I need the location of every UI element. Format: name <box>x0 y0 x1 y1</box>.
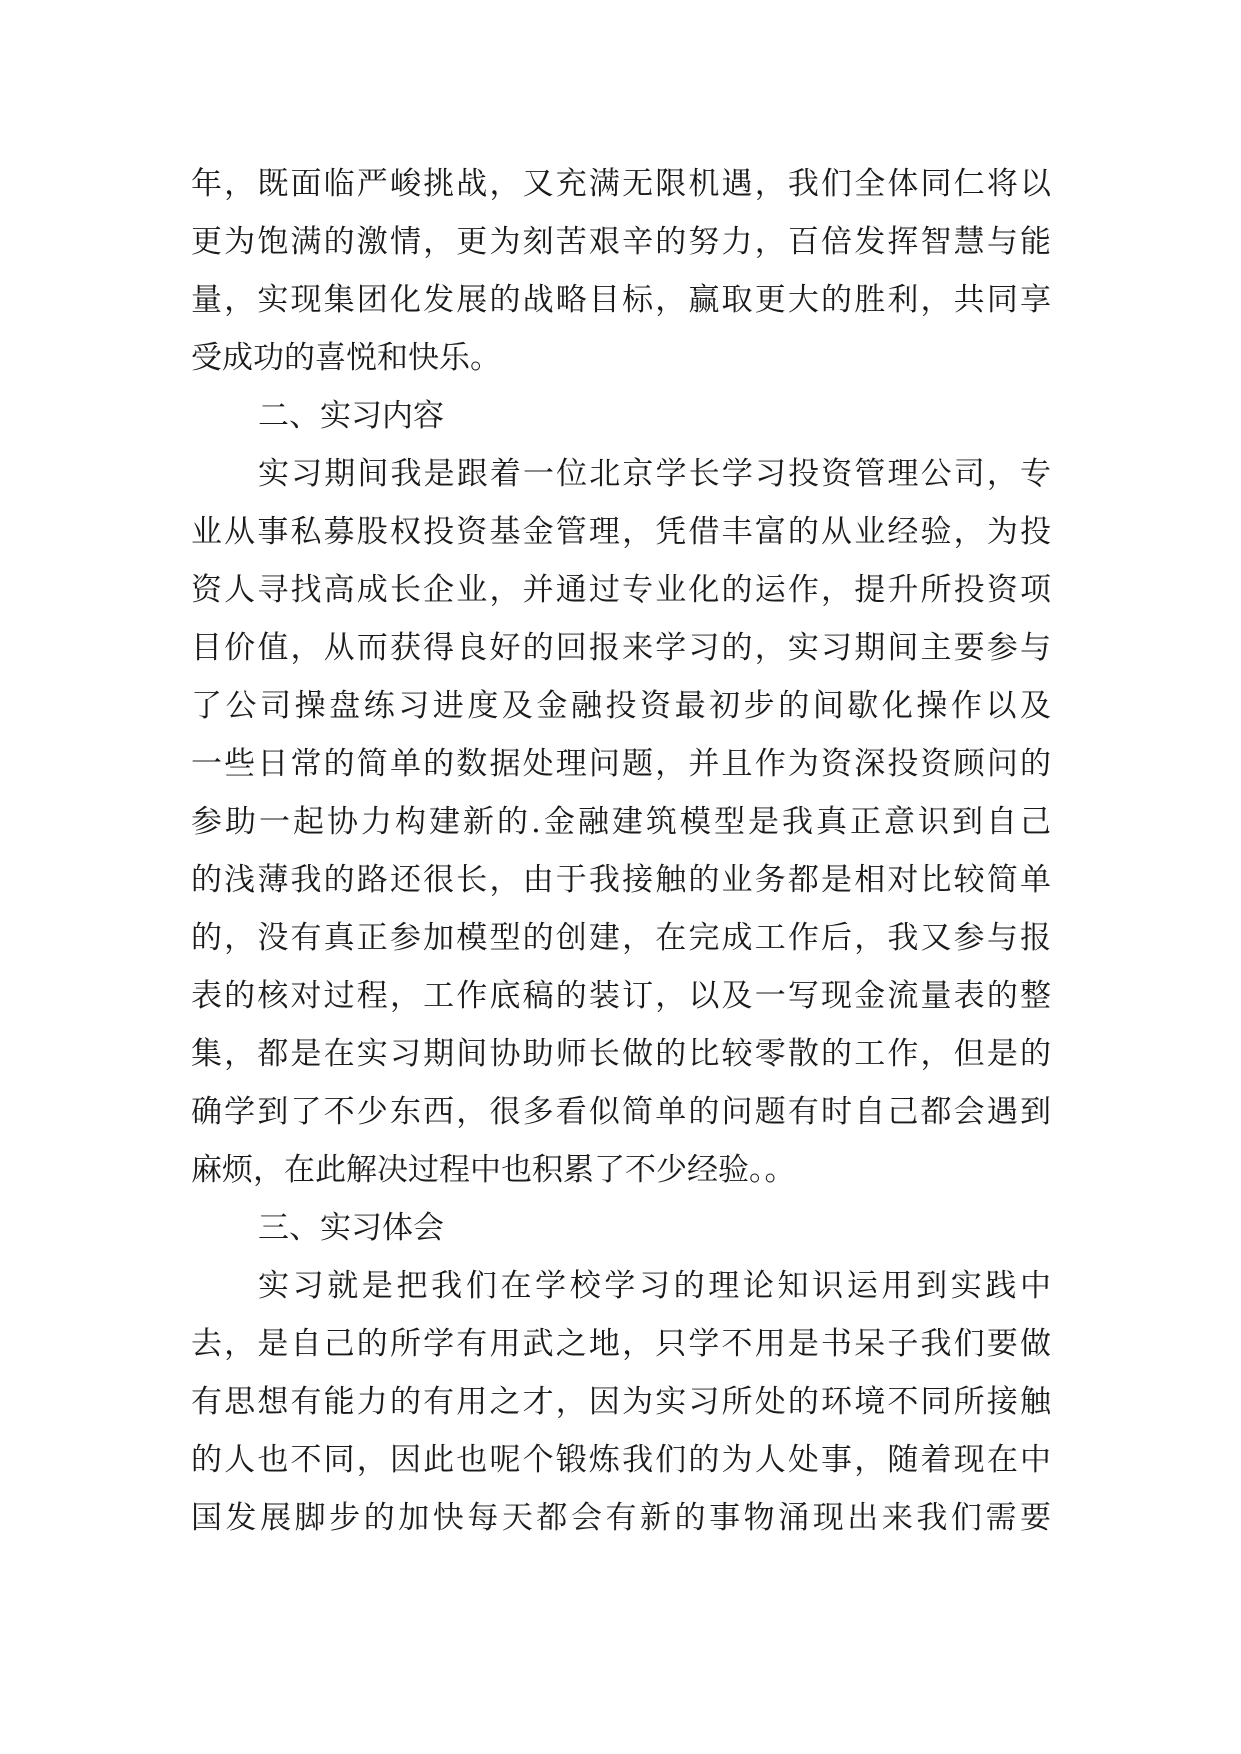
paragraph-line: 资人寻找高成长企业，并通过专业化的运作，提升所投资项 <box>191 572 1051 608</box>
paragraph-line: 目价值，从而获得良好的回报来学习的，实习期间主要参与 <box>191 630 1051 666</box>
paragraph-line: 确学到了不少东西，很多看似简单的问题有时自己都会遇到 <box>191 1094 1051 1130</box>
paragraph-line: 实习期间我是跟着一位北京学长学习投资管理公司，专 <box>258 456 1051 492</box>
paragraph-line: 了公司操盘练习进度及金融投资最初步的间歇化操作以及 <box>191 688 1051 724</box>
paragraph-line: 受成功的喜悦和快乐。 <box>191 340 501 376</box>
paragraph-line: 集，都是在实习期间协助师长做的比较零散的工作，但是的 <box>191 1036 1051 1072</box>
paragraph-line: 表的核对过程，工作底稿的装订，以及一写现金流量表的整 <box>191 978 1051 1014</box>
paragraph-line: 量，实现集团化发展的战略目标，赢取更大的胜利，共同享 <box>191 282 1051 318</box>
section-heading: 三、实习体会 <box>258 1210 444 1246</box>
paragraph-line: 国发展脚步的加快每天都会有新的事物涌现出来我们需要 <box>191 1500 1051 1536</box>
paragraph-line: 有思想有能力的有用之才，因为实习所处的环境不同所接触 <box>191 1384 1051 1420</box>
paragraph-line: 更为饱满的激情，更为刻苦艰辛的努力，百倍发挥智慧与能 <box>191 224 1051 260</box>
paragraph-line: 实习就是把我们在学校学习的理论知识运用到实践中 <box>258 1268 1051 1304</box>
paragraph-line: 的浅薄我的路还很长，由于我接触的业务都是相对比较简单 <box>191 862 1051 898</box>
paragraph-line: 的人也不同，因此也呢个锻炼我们的为人处事，随着现在中 <box>191 1442 1051 1478</box>
paragraph-line: 业从事私募股权投资基金管理，凭借丰富的从业经验，为投 <box>191 514 1051 550</box>
paragraph-line: 年，既面临严峻挑战，又充满无限机遇，我们全体同仁将以 <box>191 166 1051 202</box>
paragraph-line: 的，没有真正参加模型的创建，在完成工作后，我又参与报 <box>191 920 1051 956</box>
section-heading: 二、实习内容 <box>258 398 444 434</box>
paragraph-line: 去，是自己的所学有用武之地，只学不用是书呆子我们要做 <box>191 1326 1051 1362</box>
paragraph-line: 参助一起协力构建新的.金融建筑模型是我真正意识到自己 <box>191 804 1051 840</box>
paragraph-line: 麻烦，在此解决过程中也积累了不少经验。。 <box>191 1152 796 1188</box>
paragraph-line: 一些日常的简单的数据处理问题，并且作为资深投资顾问的 <box>191 746 1051 782</box>
